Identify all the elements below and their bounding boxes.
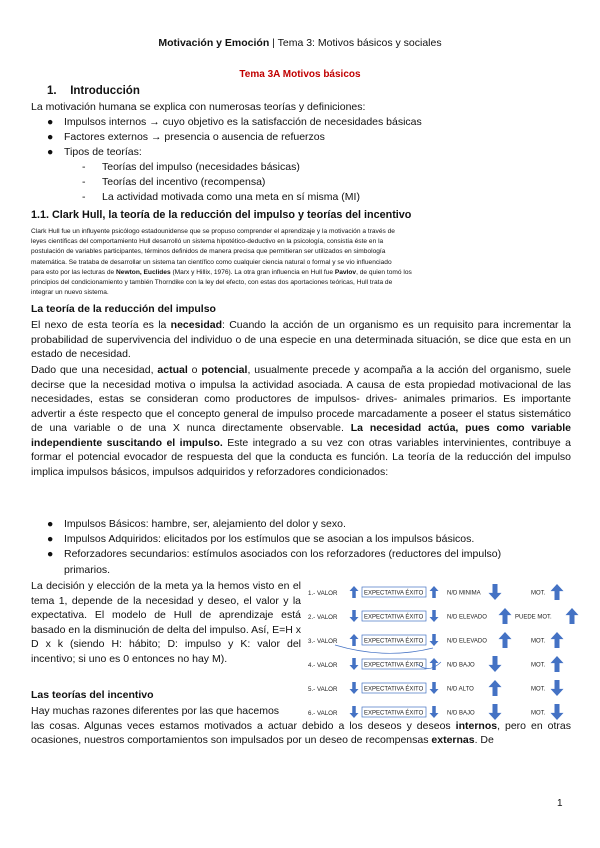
arrow-up-icon [551,656,564,672]
arrow-up-icon [489,680,502,696]
paragraph-drives: Dado que una necesidad, actual o potencial, usualmente precede y acompaña a la acción del organismo, suele decirse que la necesidad motiva o impulsa la actividad asociada. A causa de esta propiedad motivacional de las necesidades, estas se consideran como productores de impulsos- drives- animales primarios. Es importante advertir a éste respecto que el concepto general de impulso procede marcadamente a poseer el status sistemático de una variable o de una X nunca directamente observable. La necesidad actúa, pues como variable independiente suscitando el impulso. Este integrado a su vez con otras variables intervinientes, contribuye a formar el potencial evocador de respuesta del que la conducta es función. La teoría de la reducción del impulso implica impulsos básicos, impulsos adquiridos y reforzadores condicionados: [31,364,572,478]
hull-line: Clark Hull fue un influyente psicólogo estadounidense que se propuso comprender el aprendizaje y la motivación a través de [31,228,395,235]
hull-line: postulación de variables participantes, términos definidos de manera precisa que permitieran ser utilizados en simbología [31,248,386,256]
arrow-down-icon [350,658,359,670]
diagram-label: 4.- VALOR [308,662,338,669]
heading-title: Introducción [70,85,140,97]
heading-teorias-incentivo: Las teorías del incentivo [31,689,154,701]
diagram-label: 2.- VALOR [308,614,338,621]
diagram-mot: MOT. [531,662,546,669]
arrow-up-icon [499,632,512,648]
diagram-mot: MOT. [531,590,546,597]
arrow-down-icon [489,584,502,600]
bullet-text: Impulsos Adquiridos: elicitados por los estímulos que se asocian a los impulsos básicos. [64,533,475,545]
arrow-down-icon [350,610,359,622]
paragraph-necesidad: El nexo de esta teoría es la necesidad: Cuando la acción de un organismo es un requisito para incrementar la probabilidad de supervivencia del individuo o de una especie en una determinada situación, se dice que esta en un estado de necesidad. [31,319,571,360]
diagram-label: 3.- VALOR [308,638,338,645]
paragraph-incentivo: Hay muchas razones diferentes por las que hacemos las cosas. Algunas veces estamos motivados a actuar debido a los deseos y deseos internos, pero en otras ocasiones, nuestros comportamientos son impulsados por un deseo de recompensas externas. De [31,705,571,746]
hull-line: integrar un nuevo sistema. [31,289,109,297]
heading-reduccion-impulso: La teoría de la reducción del impulso [31,303,216,315]
arrow-down-icon [489,656,502,672]
arrow-down-icon [430,634,439,646]
diagram-nd: N/D BAJO [447,662,475,669]
bullet-text: Impulsos internos → cuyo objetivo es la satisfacción de necesidades básicas [64,116,422,128]
heading-number: 1. [47,85,57,97]
hull-line: leyes científicas del comportamiento Hull desarrolló un sistema hipotético-deductivo en la psicología, consistía éste en la [31,238,384,246]
diagram-mot: PUEDE MOT. [515,614,552,621]
intro-text: La motivación humana se explica con numerosas teorías y definiciones: [31,101,366,113]
arrow-up-icon [499,608,512,624]
section-title: Tema 3A Motivos básicos [239,69,361,80]
arrow-up-icon [350,586,359,598]
diagram-nd: N/D ALTO [447,686,474,693]
header-subject: Motivación y Emoción [158,37,270,49]
arrow-down-icon [430,610,439,622]
document-page: Motivación y Emoción | Tema 3: Motivos básicos y sociales Tema 3A Motivos básicos 1. Introducción La motivación humana se explica con numerosas teorías y definiciones: ● Impulsos internos → cuyo objetivo es la satisfacción de necesidades básicas ● Factores externos → presencia o ausencia de refuerzos ● Tipos de teorías: - Teorías del impulso (necesidades básicas) - Teorías del incentivo (recompensa) - La actividad motivada como una meta en sí misma (MI) 1.1. Clark Hull, la teoría de la reducción del impulso y teorías del incentivo Clark Hull fue un influyente psicólogo estadounidense que se propuso comprender el aprendizaje y la motivación a través de leyes científicas del comportamiento Hull desarrolló un sistema hipotético-deductivo en la psicología, consistía éste en la postulación de variables participantes, términos definidos de manera precisa que permitieran ser utilizados en simbología matemática. Se trataba de desarrollar un sistema tan científico como cualquier ciencia natural o formal y se vio influenciado para esto por las lecturas de Newton, Euclides (Marx y Hillix, 1976). La otra gran influencia en Hull fue Pavlov, de quien tomó los principios del condicionamiento y también Thorndike con la ley del efecto, con estas dos aportaciones teóricas, Hull trata de integrar un nuevo sistema. La teoría de la reducción del impulso El nexo de esta teoría es la necesidad: Cuando la acción de un organismo es un requisito para incrementar la probabilidad de supervivencia del individuo o de una especie en una determinada situación, se dice que esta en un estado de necesidad. Dado que una necesidad, actual o potencial, usualmente precede y acompaña a la acción del organismo, suele decirse que la necesidad motiva o impulsa la actividad asociada. A causa de esta propiedad motivacional de las necesidades, estas se consideran como productores de impulsos- drives- animales primarios. Es importante advertir a éste respecto que el concepto general de impulso procede marcadamente a poseer el status sistemático de una variable o de una X nunca directamente observable. La necesidad actúa, pues como variable independiente suscitando el impulso. Este integrado a su vez con otras variables intervinientes, contribuye a formar el potencial evocador de respuesta del que la conducta es función. La teoría de la reducción del impulso implica impulsos básicos, impulsos adquiridos y reforzadores condicionados: ● Impulsos Básicos: hambre, ser, alejamiento del dolor y sexo. ● Impulsos Adquiridos: elicitados por los estímulos que se asocian a los impulsos básicos. ● Reforzadores secundarios: estímulos asociados con los reforzadores (reductores del impulso) primarios. La decisión y elección de la meta ya la hemos visto en el tema 1, depende de la necesidad y deseo, el valor y la expectativa. El modelo de Hull de aprendizaje está basado en la disminución de delta del impulso. Así, E=H x D x k (siendo H: hábito; D: impulso y K: valor del incentivo; si uno es 0 entonces no hay M). 1.- VALOR EXPECTATIVA ÉXITO N/D MINIMA MOT. 2.- VALOR EXPECTATIVA ÉXITO N/D ELEVADO PUEDE MOT. 3.- VALOR EXPECTATIVA ÉXITO N/D ELEVADO MOT. 4.- VALOR EXPECTATIVA ÉXITO N/D BAJO MOT. 5.- VALOR EXPECTATIVA ÉXITO N/D ALTO MOT. 6.- VALOR EXPECTATIVA ÉXITO N/D BAJO MOT. Las teorías del incentivo Hay muchas razones diferentes por las que hacemos las cosas. Algunas veces estamos motivados a actuar debido a los deseos y deseos internos, pero en otras ocasiones, nuestros comportamientos son impulsados por un deseo de recompensas externas. De 1 [0,0,600,848]
arrow-up-icon [430,586,439,598]
diagram-nd: N/D ELEVADO [447,614,487,621]
arrow-up-icon [551,632,564,648]
dash-text: La actividad motivada como una meta en sí misma (MI) [102,191,360,203]
diagram-expectativa: EXPECTATIVA ÉXITO [364,686,424,693]
diagram-expectativa: EXPECTATIVA ÉXITO [364,638,424,645]
hull-paragraph [31,227,571,298]
arrow-down-icon [350,682,359,694]
diagram-mot: MOT. [531,686,546,693]
arrow-up-icon [350,634,359,646]
bullet-text: Reforzadores secundarios: estímulos asociados con los reforzadores (reductores del impulso) [64,548,502,560]
bullet-continuation: primarios. [64,564,111,576]
dash-text: Teorías del impulso (necesidades básicas) [102,161,300,173]
diagram-expectativa: EXPECTATIVA ÉXITO [364,614,424,621]
arrow-down-icon [430,682,439,694]
arrow-up-icon [551,584,564,600]
diagram-label: 1.- VALOR [308,590,338,597]
diagram-curve [335,645,433,653]
page-header [0,37,600,49]
diagram-label: 6.- VALOR [308,710,338,717]
diagram-mot: MOT. [531,710,546,717]
arrow-up-icon [566,608,579,624]
header-topic: Tema 3: Motivos básicos y sociales [277,37,442,49]
diagram-expectativa: EXPECTATIVA ÉXITO [364,662,424,669]
header-separator: | [269,37,278,49]
page-number: 1 [557,798,563,809]
diagram-expectativa: EXPECTATIVA ÉXITO [364,710,424,717]
arrow-down-icon [551,680,564,696]
diagram-expectativa: EXPECTATIVA ÉXITO [364,590,424,597]
diagram-nd: N/D ELEVADO [447,638,487,645]
bullet-text: Tipos de teorías: [64,146,142,158]
hull-line: principios del condicionamiento y también Thorndike con la ley del efecto, con estas dos aportaciones teóricas, Hull trata de [31,279,393,287]
diagram-mot: MOT. [531,638,546,645]
diagram-nd: N/D BAJO [447,710,475,717]
paragraph-hull-model: La decisión y elección de la meta ya la hemos visto en el tema 1, depende de la necesidad y deseo, el valor y la expectativa. El modelo de Hull de aprendizaje está basado en la disminución de delta del impulso. Así, E=H x D x k (siendo H: hábito; D: impulso y K: valor del incentivo; si uno es 0 entonces no hay M). [31,580,301,665]
dash-text: Teorías del incentivo (recompensa) [102,176,266,188]
hull-line: matemática. Se trataba de desarrollar un sistema tan científico como cualquier ciencia natural o formal y se vio influenciado [31,258,392,266]
diagram-nd: N/D MINIMA [447,590,481,597]
bullet-text: Factores externos → presencia o ausencia de refuerzos [64,131,325,143]
diagram-label: 5.- VALOR [308,686,338,693]
heading-clark-hull: 1.1. Clark Hull, la teoría de la reducción del impulso y teorías del incentivo [31,209,412,221]
hull-line: para esto por las lecturas de Newton, Euclides (Marx y Hillix, 1976). La otra gran influencia en Hull fue Pavlov, de quien tomó los [31,268,412,276]
bullet-text: Impulsos Básicos: hambre, ser, alejamiento del dolor y sexo. [64,518,346,530]
heading-introduccion [47,85,140,97]
